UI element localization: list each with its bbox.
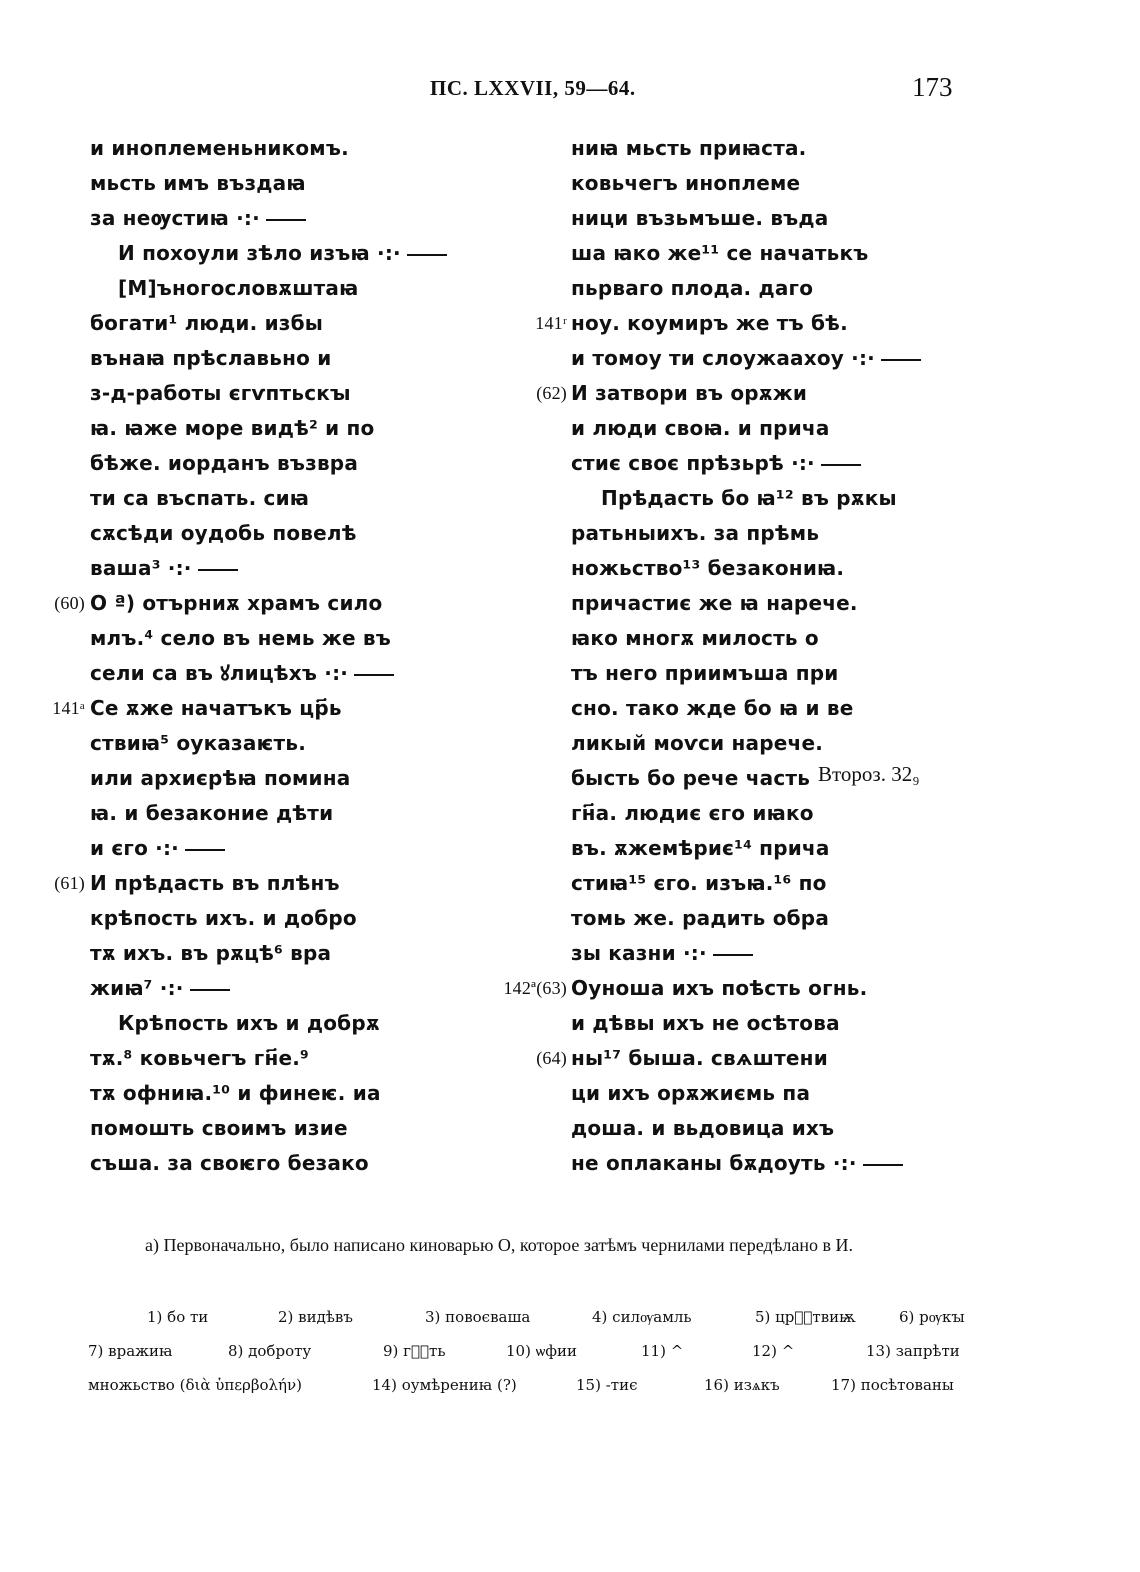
line-text	[571, 271, 813, 306]
text-line	[480, 166, 960, 201]
text-line	[0, 761, 470, 796]
margin-reference: Второз. 32₉	[818, 762, 920, 786]
text-line	[480, 1041, 960, 1076]
text-line	[0, 411, 470, 446]
line-text	[90, 936, 331, 971]
text-line	[480, 901, 960, 936]
text-line	[0, 481, 470, 516]
line-text-content: Се ѫже начатъкъ цр҃ь	[90, 696, 342, 720]
line-text	[90, 621, 391, 656]
variant-note: 6) рѹкꙑ	[899, 1308, 965, 1326]
line-text	[90, 586, 382, 621]
line-text-content: ноу. коумиръ же тъ бѣ.	[571, 311, 848, 335]
line-text-content: съша. за своѥго безако	[90, 1151, 369, 1175]
text-line	[0, 831, 470, 866]
line-text-content: ци ихъ орѫжиємь па	[571, 1081, 811, 1105]
text-line	[0, 586, 470, 621]
line-text-content: з-д-работы єгѵптьскꙑ	[90, 381, 351, 405]
line-text	[90, 411, 374, 446]
text-line	[480, 306, 960, 341]
line-text	[571, 306, 848, 341]
line-text-content: ратьныихъ. за прѣмь	[571, 521, 820, 545]
line-text-content: ꙗ. и безаконие дѣти	[90, 801, 334, 825]
line-text	[90, 1111, 348, 1146]
verse-marker: 141ʳ	[535, 313, 567, 333]
end-dash	[266, 219, 306, 221]
line-text-content: гн҃а. людиє єго иꙗко	[571, 801, 814, 825]
line-text-content: и иноплеменьникомъ.	[90, 136, 349, 160]
line-text-content: И похоули зѣло изъꙗ ·:·	[118, 241, 401, 265]
text-line	[480, 131, 960, 166]
text-line	[480, 1006, 960, 1041]
text-line	[480, 621, 960, 656]
end-dash	[821, 464, 861, 466]
line-text	[571, 1146, 903, 1181]
left-column	[0, 131, 470, 1181]
variant-note: 7) вражиꙗ	[88, 1342, 173, 1360]
line-text-content: крѣпость ихъ. и добро	[90, 906, 357, 930]
text-line	[480, 516, 960, 551]
text-line	[480, 866, 960, 901]
text-line	[0, 516, 470, 551]
text-line	[480, 1111, 960, 1146]
variant-note: 13) запрѣти	[866, 1342, 960, 1360]
variant-note: 8) доброту	[228, 1342, 312, 1360]
text-line	[480, 1076, 960, 1111]
line-text-content: Прѣдасть бо ꙗ¹² въ рѫкы	[601, 486, 897, 510]
text-line	[480, 376, 960, 411]
text-line	[480, 446, 960, 481]
line-text-content: стиє своє прѣзьрѣ ·:·	[571, 451, 815, 475]
line-text-content: помошть своимъ изие	[90, 1116, 348, 1140]
end-dash	[190, 989, 230, 991]
line-text	[571, 341, 921, 376]
text-line	[0, 1006, 470, 1041]
line-text-content: Крѣпость ихъ и добрѫ	[118, 1011, 380, 1035]
line-text	[571, 936, 753, 971]
line-text	[571, 1076, 810, 1111]
line-text-content: ножьство¹³ безакониꙗ.	[571, 556, 845, 580]
line-text-content: тъ него приимъша при	[571, 661, 839, 685]
variant-note: 10) ѡфии	[506, 1342, 577, 1360]
line-text	[90, 656, 394, 691]
end-dash	[407, 254, 447, 256]
line-text-content: тѫ офниꙗ.¹⁰ и финеѥ. иа	[90, 1081, 381, 1105]
text-line	[480, 586, 960, 621]
line-text-content: О ª) отърниѫ храмъ сило	[90, 591, 383, 615]
line-text-content: пьрваго плода. даго	[571, 276, 814, 300]
line-text	[571, 131, 806, 166]
line-text	[90, 201, 306, 236]
line-text	[90, 166, 306, 201]
line-text	[571, 236, 868, 271]
text-line	[480, 971, 960, 1006]
variant-note: 9) гⷭ҇ть	[383, 1342, 446, 1360]
text-line	[0, 376, 470, 411]
text-line	[480, 796, 960, 831]
end-dash	[881, 359, 921, 361]
line-text	[571, 726, 823, 761]
variant-note: множьство (διὰ ὑπερβολήν)	[88, 1376, 302, 1394]
text-line	[0, 866, 470, 901]
verse-marker: 141ᵃ	[52, 698, 85, 718]
line-text	[571, 621, 819, 656]
line-text-content: вънаꙗ прѣславьно и	[90, 346, 332, 370]
line-text	[90, 1076, 381, 1111]
text-line	[0, 691, 470, 726]
line-text	[90, 831, 225, 866]
text-line	[0, 936, 470, 971]
text-line	[0, 551, 470, 586]
line-text-content: И затвори въ орѫжи	[571, 381, 808, 405]
line-text-content: ковьчегъ иноплеме	[571, 171, 801, 195]
line-text	[571, 691, 854, 726]
line-text-content: млъ.⁴ село въ немь же въ	[90, 626, 392, 650]
line-text-content: тѫ.⁸ ковьчегъ гн҃е.⁹	[90, 1046, 309, 1070]
line-text-content: причастиє же ꙗ нарече.	[571, 591, 858, 615]
line-text-content: ꙗко многѫ милость о	[571, 626, 819, 650]
line-text-content: сѫсѣди оудобь повелѣ	[90, 521, 357, 545]
line-text-content: ваша³ ·:·	[90, 556, 192, 580]
line-text	[90, 866, 340, 901]
text-line	[0, 306, 470, 341]
variant-note: 5) црⷭ҇твиѭ	[755, 1308, 856, 1326]
variant-note: 11) ^	[641, 1342, 684, 1360]
line-text	[571, 1006, 840, 1041]
text-line	[0, 726, 470, 761]
line-text	[90, 376, 351, 411]
line-text	[90, 691, 342, 726]
line-text	[118, 1006, 380, 1041]
line-text-content: сно. тако жде бо ꙗ и ве	[571, 696, 854, 720]
line-text	[90, 481, 309, 516]
verse-marker: (60)	[54, 593, 85, 613]
line-text	[571, 551, 844, 586]
text-line	[480, 551, 960, 586]
line-text-content: ша ꙗко же¹¹ се начатькъ	[571, 241, 869, 265]
line-text-content: ти са въспать. сиꙗ	[90, 486, 310, 510]
line-text-content: томь же. радить обра	[571, 906, 830, 930]
text-line	[0, 1146, 470, 1181]
line-text	[90, 341, 331, 376]
line-text-content: не оплаканы бѫдоуть ·:·	[571, 1151, 857, 1175]
line-text	[90, 131, 349, 166]
text-line	[0, 341, 470, 376]
line-text-content: въ. ѫжемѣриє¹⁴ прича	[571, 836, 830, 860]
text-line	[0, 901, 470, 936]
text-line	[480, 271, 960, 306]
line-text	[571, 446, 861, 481]
text-line	[480, 831, 960, 866]
line-text	[571, 166, 800, 201]
variant-note: 17) посѣтованы	[831, 1376, 954, 1394]
end-dash	[713, 954, 753, 956]
text-line	[480, 1146, 960, 1181]
end-dash	[185, 849, 225, 851]
line-text	[601, 481, 897, 516]
variant-note: 15) -тиє	[576, 1376, 638, 1394]
end-dash	[863, 1164, 903, 1166]
text-line	[480, 341, 960, 376]
line-text-content: доша. и вьдовица ихъ	[571, 1116, 835, 1140]
text-line	[0, 1041, 470, 1076]
text-line	[480, 726, 960, 761]
verse-marker: (62)	[536, 383, 567, 403]
line-text-content: за неѹстиꙗ ·:·	[90, 206, 260, 230]
text-line	[480, 236, 960, 271]
text-line	[480, 691, 960, 726]
text-line	[480, 481, 960, 516]
line-text-content: жиꙗ⁷ ·:·	[90, 976, 184, 1000]
line-text-content: ны¹⁷ быша. свѧштени	[571, 1046, 828, 1070]
text-line	[480, 656, 960, 691]
line-text	[90, 516, 357, 551]
line-text-content: ꙗ. ꙗже море видѣ² и по	[90, 416, 375, 440]
line-text	[90, 901, 357, 936]
line-text	[571, 761, 810, 796]
text-line	[480, 411, 960, 446]
line-text	[90, 1041, 309, 1076]
line-text-content: зы казни ·:·	[571, 941, 707, 965]
line-text-content: мьсть имъ въздаꙗ	[90, 171, 306, 195]
line-text	[571, 376, 807, 411]
line-text	[571, 831, 830, 866]
header-title: ПС. LXXVII, 59—64.	[430, 76, 636, 100]
end-dash	[354, 674, 394, 676]
line-text	[571, 411, 830, 446]
line-text	[571, 1111, 834, 1146]
line-text	[118, 271, 359, 306]
line-text	[571, 1041, 828, 1076]
text-line	[0, 796, 470, 831]
line-text-content: ниꙗ мьсть приꙗста.	[571, 136, 807, 160]
line-text-content: ствиꙗ⁵ оуказаѥть.	[90, 731, 306, 755]
line-text	[90, 796, 333, 831]
line-text	[571, 656, 839, 691]
variant-note: 4) силѹамль	[592, 1308, 692, 1326]
line-text-content: бѣже. иорданъ възвра	[90, 451, 359, 475]
line-text-content: и люди своꙗ. и прича	[571, 416, 830, 440]
verse-marker: (61)	[54, 873, 85, 893]
line-text	[90, 551, 238, 586]
text-line	[0, 201, 470, 236]
line-text-content: и томоу ти слоужаахоу ·:·	[571, 346, 875, 370]
verse-marker: 142ª(63)	[503, 978, 567, 998]
line-text-content: Оуноша ихъ поѣсть огнь.	[571, 976, 868, 1000]
line-text-content: ници възьмъше. въда	[571, 206, 829, 230]
end-dash	[198, 569, 238, 571]
line-text	[571, 866, 827, 901]
line-text-content: стиꙗ¹⁵ єго. изъꙗ.¹⁶ по	[571, 871, 827, 895]
verse-marker: (64)	[536, 1048, 567, 1068]
text-line	[0, 166, 470, 201]
text-line	[0, 1076, 470, 1111]
line-text	[118, 236, 447, 271]
line-text-content: бысть бо рече часть	[571, 766, 811, 790]
line-text-content: сели са въ ꙋлицѣхъ ·:·	[90, 661, 349, 685]
variant-note: 1) бо ти	[147, 1308, 209, 1326]
line-text	[571, 516, 819, 551]
right-column	[480, 131, 960, 1181]
variant-note: 16) изѧкъ	[704, 1376, 780, 1394]
text-line	[0, 621, 470, 656]
text-line	[0, 271, 470, 306]
variant-note: 14) оумѣрениꙗ (?)	[372, 1376, 517, 1394]
line-text	[571, 201, 828, 236]
line-text	[90, 971, 230, 1006]
line-text-content: и дѣвы ихъ не осѣтова	[571, 1011, 840, 1035]
line-text-content: богати¹ люди. избы	[90, 311, 324, 335]
page-number: 173	[912, 72, 953, 102]
line-text	[571, 901, 829, 936]
line-text	[571, 586, 858, 621]
footnote-a: а) Первоначально, было написано киноварью О, которое затѣмъ чернилами передѣлано в И.	[145, 1235, 854, 1255]
line-text	[571, 971, 867, 1006]
text-line	[0, 656, 470, 691]
line-text	[90, 761, 350, 796]
line-text	[571, 796, 814, 831]
text-line	[480, 936, 960, 971]
line-text	[90, 306, 323, 341]
text-line	[480, 201, 960, 236]
line-text-content: и єго ·:·	[90, 836, 179, 860]
line-text-content: или архиєрѣꙗ помина	[90, 766, 351, 790]
variant-note: 2) видѣвъ	[278, 1308, 353, 1326]
line-text	[90, 1146, 369, 1181]
text-line	[0, 236, 470, 271]
variant-note: 3) повоєваша	[425, 1308, 531, 1326]
line-text-content: И прѣдасть въ плѣнъ	[90, 871, 340, 895]
text-line	[0, 131, 470, 166]
variant-note: 12) ^	[752, 1342, 795, 1360]
line-text	[90, 446, 358, 481]
line-text-content: [М]ъногословѫштаꙗ	[118, 276, 359, 300]
text-line	[0, 971, 470, 1006]
text-line	[0, 446, 470, 481]
text-line	[0, 1111, 470, 1146]
line-text	[90, 726, 306, 761]
line-text-content: ликый моѵси нарече.	[571, 731, 824, 755]
line-text-content: тѫ ихъ. въ рѫцѣ⁶ вра	[90, 941, 332, 965]
